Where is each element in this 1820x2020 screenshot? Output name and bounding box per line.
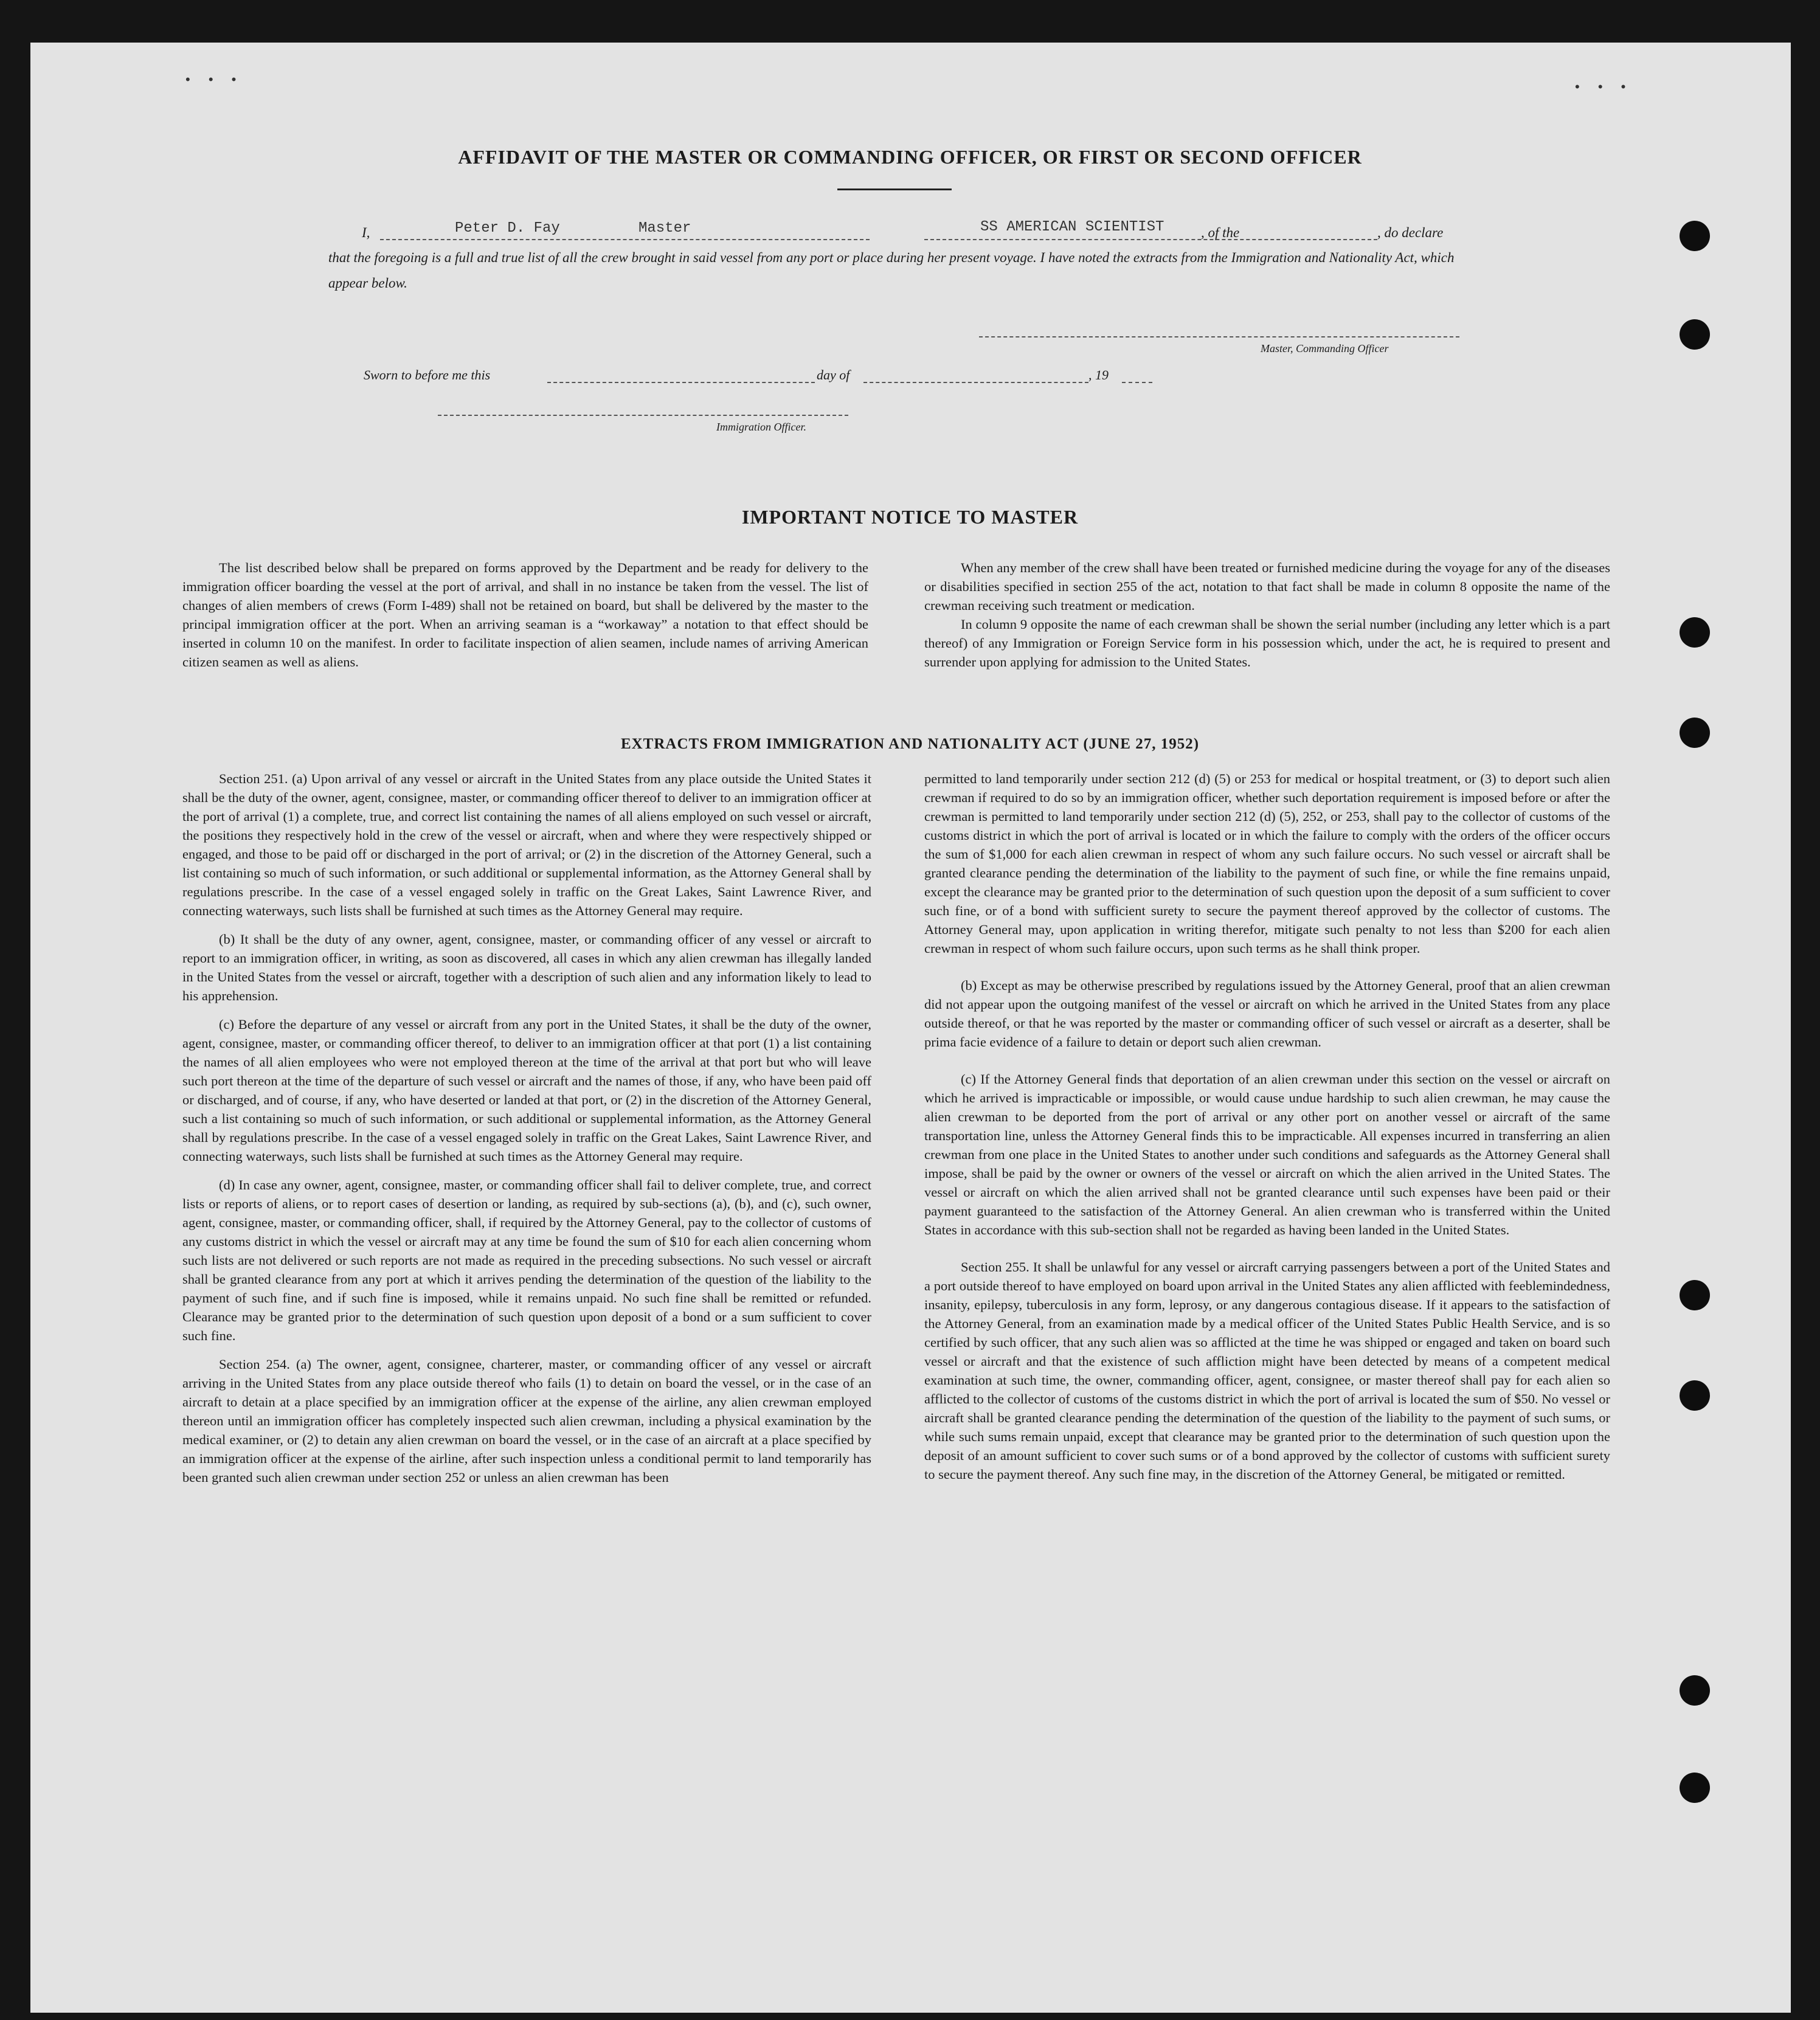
notice-title: IMPORTANT NOTICE TO MASTER: [741, 506, 1079, 528]
act-paragraph: Section 251. (a) Upon arrival of any vessel or aircraft in the United States from any place outside the United States it shall be the duty of the owner, agent, consignee, master, or commanding officer thereof to deliver to an immigration officer at the port of arrival (1) a complete, true, and correct list containing the names of all aliens employed on such vessel or aircraft, the positions they respectively hold in the crew of the vessel or aircraft, when and where they were respectively shipped or engaged, and those to be paid off or discharged in the port of arrival; or (2) in the discretion of the Attorney General, such a list containing so much of such information, or such additional or supplemental information, as the Attorney General shall by regulations prescribe. In the case of a vessel engaged solely in traffic on the Great Lakes, Saint Lawrence River, and connecting waterways, such lists shall be furnished at such times as the Attorney General may require.: [182, 771, 871, 918]
immigration-officer-label: Immigration Officer.: [716, 421, 806, 433]
sworn-year-blank: [1122, 382, 1152, 383]
act-paragraph: Section 255. It shall be unlawful for any vessel or aircraft carrying passengers between a port of the United States and a port outside thereof to have employed on board upon arrival in the United States any alien afflicted with feeblemindedness, insanity, epilepsy, tuberculosis in any form, leprosy, or any dangerous contagious disease. If it appears to the satisfaction of the Attorney General, from an examination made by a medical officer of the United States Public Health Service, and is so certified by such officer, that any such alien was so afflicted at the time he was shipped or engaged and taken on board such vessel or aircraft and that the existence of such affliction might have been detected by means of a competent medical examination at such time, the owner, commanding officer, agent, consignee, or master thereof shall pay for each alien so afflicted to the collector of customs of the customs district in which the port of arrival is located the sum of $50. No vessel or aircraft shall be granted clearance pending the determination of the question of the liability to the payment of such sums, or while such sums remain unpaid, except that clearance may be granted prior to the determination of such question upon the deposit of an amount sufficient to cover such sums or of a bond approved by the collector of customs with sufficient surety to secure the payment thereof. Any such fine may, in the discretion of the Attorney General, be mitigated or remitted.: [924, 1259, 1610, 1482]
vessel-name: SS AMERICAN SCIENTIST: [980, 219, 1164, 235]
punch-hole: [1680, 1773, 1710, 1803]
act-paragraph: (d) In case any owner, agent, consignee, master, or commanding officer shall fail to deliver complete, true, and correct lists or reports of aliens, or to report cases of desertion or landing, as required by sub-sections (a), (b), and (c), such owner, agent, consignee, master, or commanding officer, shall, if required by the Attorney General, pay to the collector of customs of any customs district in which the vessel or aircraft may at any time be found the sum of $10 for each alien concerning whom such lists are not delivered or such reports are not made as required in the preceding subsections. No such vessel or aircraft shall be granted clearance from any port at which it arrives pending the determination of the question of the liability to the payment of such fine, and if such fine is imposed, while it remains unpaid. No such fine shall be remitted or refunded. Clearance may be granted prior to the determination of such question upon deposit of a bond or a sum sufficient to cover such fine.: [182, 1177, 871, 1343]
immigration-officer-blank: [438, 415, 848, 416]
extracts-title: EXTRACTS FROM IMMIGRATION AND NATIONALITY ACT (JUNE 27, 1952): [620, 736, 1200, 752]
act-paragraph: Section 254. (a) The owner, agent, consignee, charterer, master, or commanding officer of any vessel or aircraft arriving in the United States from any place outside thereof who fails (1) to detain on board the vessel, or in the case of an aircraft to detain at a place specified by an immigration officer at the expense of the airline, any alien crewman employed thereon until an immigration officer has completely inspected such alien crewman, including a physical examination by the medical examiner, or (2) to detain any alien crewman on board the vessel, or in the case of an aircraft at a place specified by an immigration officer at the expense of the airline, after such inspection unless a conditional permit to land temporarily has been granted such alien crewman under section 252 or unless an alien crewman has been: [182, 1357, 871, 1485]
act-paragraph: (b) Except as may be otherwise prescribed by regulations issued by the Attorney General, proof that an alien crewman did not appear upon the outgoing manifest of the vessel or aircraft on which he arrived in the United States from any place outside thereof, or that he was reported by the master or commanding officer of such vessel or aircraft as a deserter, shall be prima facie evidence of a failure to detain or deport such alien crewman.: [924, 978, 1610, 1050]
do-declare-label: , do declare: [1377, 225, 1444, 240]
officer-name: Peter D. Fay: [455, 220, 560, 237]
notice-paragraph: In column 9 opposite the name of each crewman shall be shown the serial number (including any letter which is a part thereof) of any Immigration or Foreign Service form in his possession which, under the act, he is required to present and surrender upon applying for admission to the United States.: [924, 617, 1610, 669]
notice-left-column: [182, 558, 868, 681]
name-blank: [380, 239, 870, 240]
punch-hole: [1680, 319, 1710, 350]
day-of-label: day of: [817, 367, 850, 382]
act-paragraph: (b) It shall be the duty of any owner, agent, consignee, master, or commanding officer of any vessel or aircraft to report to an immigration officer, in writing, as soon as discovered, all cases in which any alien crewman has illegally landed in the United States from the vessel or aircraft, together with a description of such alien and any information likely to lead to his apprehension.: [182, 932, 871, 1003]
act-paragraph: (c) If the Attorney General finds that deportation of an alien crewman under this section on the vessel or aircraft on which he arrived is impracticable or impossible, or would cause undue hardship to such alien crewman, he may cause the alien crewman to be deported from the port of arrival or any other port on another vessel or aircraft of the same transportation line, unless the Attorney General finds this to be impracticable. All expenses incurred in transferring an alien crewman from one place in the United States to another under such conditions and safeguards as the Attorney General shall impose, shall be paid by the owner or owners of the vessel or aircraft on which the alien arrived in the United States. The vessel or aircraft on which the alien arrived shall not be granted clearance until such expenses have been paid or their payment guaranteed to the satisfaction of the Attorney General. An alien crewman who is transferred within the United States in accordance with this sub-section shall not be regarded as having been landed in the United States.: [924, 1071, 1610, 1237]
punch-hole: [1680, 617, 1710, 648]
punch-hole: [1680, 221, 1710, 251]
signature-label: Master, Commanding Officer: [1261, 342, 1389, 355]
notice-paragraph: When any member of the crew shall have been treated or furnished medicine during the voyage for any of the diseases or disabilities specified in section 255 of the act, notation to that fact shall be made in column 8 opposite the name of the crewman receiving such treatment or medication.: [924, 560, 1610, 613]
officer-rank: Master: [638, 220, 691, 237]
act-paragraph: permitted to land temporarily under section 212 (d) (5) or 253 for medical or hospital treatment, or (3) to deport such alien crewman if required to do so by an immigration officer, whether such deportation requirement is imposed before or after the crewman is permitted to land temporarily under section 212 (d) (5), 252, or 253, shall pay to the collector of customs of the customs district in which the port of arrival is located or in which the failure to comply with the orders of the officer occurs the sum of $1,000 for each alien crewman in respect of whom any such failure occurs. No such vessel or aircraft shall be granted clearance pending the determination of the liability to the payment of such fine, or while the fine remains unpaid, except the clearance may be granted prior to the determination of such question upon the deposit of a sum sufficient to cover such fine, or of a bond with sufficient surety to secure the payment thereof approved by the collector of customs. The Attorney General may, upon application in writing therefor, mitigate such penalty to not less than $200 for each alien crewman in respect of whom such failure occurs, upon such terms as he shall think proper.: [924, 771, 1610, 956]
extracts-right-column: [924, 769, 1610, 1493]
affidavit-title: AFFIDAVIT OF THE MASTER OR COMMANDING OFFICER, OR FIRST OR SECOND OFFICER: [458, 146, 1362, 168]
punch-hole: [1680, 1675, 1710, 1706]
signature-blank: [979, 336, 1459, 337]
punch-hole: [1680, 1380, 1710, 1411]
notice-right-column: [924, 558, 1610, 681]
scan-specks: • • •: [185, 72, 244, 87]
i-label: I,: [362, 225, 370, 240]
sworn-label: Sworn to before me this: [364, 367, 491, 382]
extracts-left-column: [182, 769, 871, 1496]
notice-paragraph: The list described below shall be prepared on forms approved by the Department and be ready for delivery to the immigration officer boarding the vessel at the port of arrival, and shall in no instance be taken from the vessel. The list of changes of alien members of crews (Form I-489) shall not be retained on board, but shall be delivered by the master to the principal immigration officer at the port. When an arriving seaman is a “workaway” a notation to that effect should be inserted in column 10 on the manifest. In order to facilitate inspection of alien seamen, include names of arriving American citizen seamen as well as aliens.: [182, 560, 868, 669]
year-label: , 19: [1088, 367, 1109, 382]
sworn-day-blank: [547, 382, 815, 383]
punch-hole: [1680, 1280, 1710, 1310]
vessel-blank: [924, 239, 1377, 240]
sworn-month-blank: [863, 382, 1088, 383]
declaration-text: that the foregoing is a full and true list of all the crew brought in said vessel from any port or place during her present voyage. I have noted the extracts from the Immigration and Nationality Act, which appear below.: [328, 250, 1455, 291]
of-the-label: , of the: [1201, 225, 1240, 240]
title-rule: [837, 189, 952, 190]
act-paragraph: (c) Before the departure of any vessel or aircraft from any port in the United States, it shall be the duty of the owner, agent, consignee, master, or commanding officer thereof, to deliver to an immigration officer at that port (1) a list containing the names of all alien employees who were not employed thereon at the time of the arrival at that port but who will leave such port thereon at the time of the departure of such vessel or aircraft and the names of those, if any, who have been paid off or discharged, and of course, if any, who have deserted or landed at that port, or (2) in the discretion of the Attorney General, such a list containing so much of such information, or such additional or supplemental information, as the Attorney General shall by regulations prescribe. In the case of a vessel engaged solely in traffic on the Great Lakes, Saint Lawrence River, and connecting waterways, such lists shall be furnished at such times as the Attorney General may require.: [182, 1017, 871, 1164]
scan-specks: • • •: [1575, 79, 1633, 94]
